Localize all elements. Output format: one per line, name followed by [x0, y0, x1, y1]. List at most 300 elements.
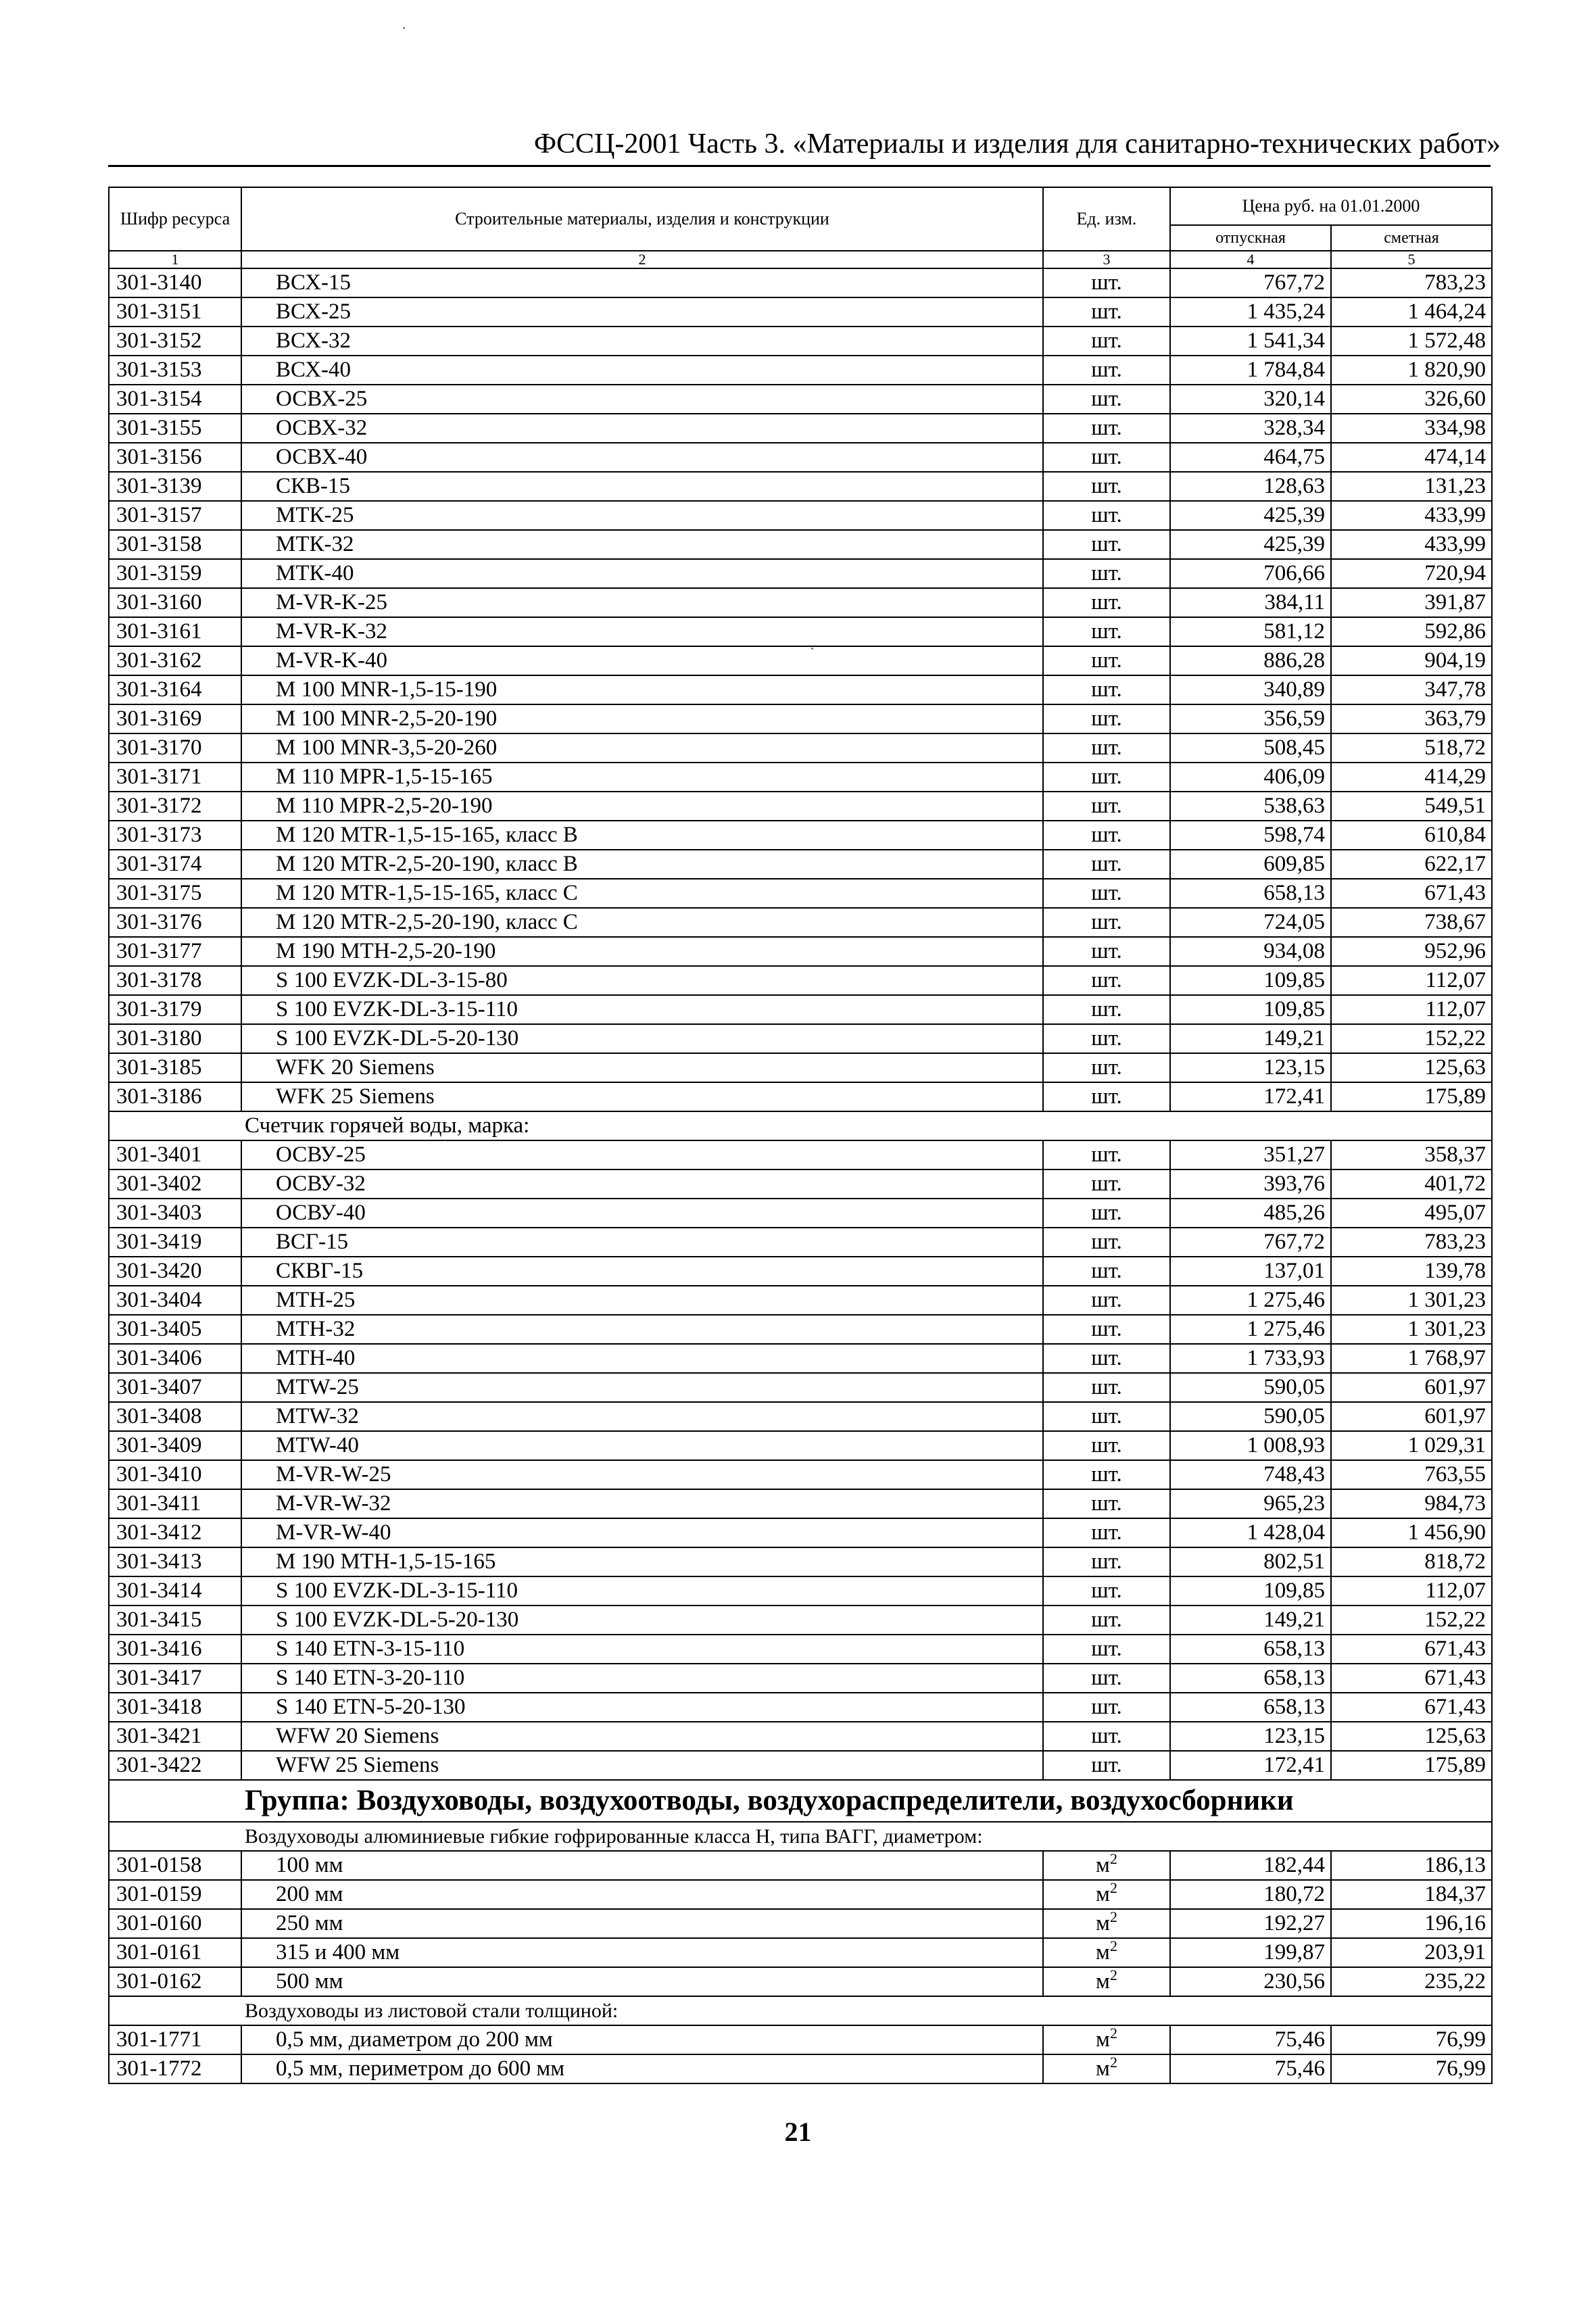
- wholesale-price: 149,21: [1170, 1606, 1331, 1635]
- resource-code: 301-3161: [109, 617, 241, 646]
- estimate-price: 76,99: [1331, 2025, 1492, 2054]
- resource-code: 301-3412: [109, 1518, 241, 1547]
- unit-of-measure: шт.: [1043, 1576, 1170, 1606]
- unit-of-measure: шт.: [1043, 1489, 1170, 1518]
- resource-code: 301-3405: [109, 1315, 241, 1344]
- material-name: M-VR-W-40: [241, 1518, 1043, 1547]
- material-name: M-VR-K-32: [241, 617, 1043, 646]
- estimate-price: 391,87: [1331, 588, 1492, 617]
- unit-of-measure: шт.: [1043, 966, 1170, 995]
- resource-code: 301-3175: [109, 879, 241, 908]
- resource-code: 301-3151: [109, 297, 241, 327]
- material-name: ОСВУ-32: [241, 1169, 1043, 1199]
- unit-of-measure: шт.: [1043, 297, 1170, 327]
- unit-of-measure: шт.: [1043, 1460, 1170, 1489]
- resource-code: 301-3421: [109, 1722, 241, 1751]
- unit-of-measure: шт.: [1043, 356, 1170, 385]
- wholesale-price: 328,34: [1170, 414, 1331, 443]
- estimate-price: 152,22: [1331, 1606, 1492, 1635]
- unit-of-measure: шт.: [1043, 879, 1170, 908]
- wholesale-price: 180,72: [1170, 1880, 1331, 1909]
- resource-code: 301-3402: [109, 1169, 241, 1199]
- wholesale-price: 802,51: [1170, 1547, 1331, 1576]
- section-subheading: [109, 1822, 1492, 1851]
- resource-code: 301-3157: [109, 501, 241, 530]
- header-unit: Ед. изм.: [1043, 187, 1170, 251]
- estimate-price: 1 464,24: [1331, 297, 1492, 327]
- wholesale-price: 356,59: [1170, 704, 1331, 733]
- table-row: [109, 733, 1492, 763]
- resource-code: 301-0159: [109, 1880, 241, 1909]
- unit-of-measure: шт.: [1043, 268, 1170, 297]
- wholesale-price: 1 428,04: [1170, 1518, 1331, 1547]
- resource-code: 301-3170: [109, 733, 241, 763]
- resource-code: 301-0161: [109, 1938, 241, 1967]
- estimate-price: 125,63: [1331, 1053, 1492, 1082]
- material-name: 200 мм: [241, 1880, 1043, 1909]
- section-subheading-label: Воздуховоды алюминиевые гибкие гофрированные класса Н, типа ВАГГ, диаметром:: [109, 1822, 1492, 1851]
- wholesale-price: 425,39: [1170, 530, 1331, 559]
- unit-of-measure: шт.: [1043, 1228, 1170, 1257]
- table-row: [109, 2054, 1492, 2083]
- estimate-price: 671,43: [1331, 1664, 1492, 1693]
- wholesale-price: 1 784,84: [1170, 356, 1331, 385]
- table-row: [109, 1909, 1492, 1938]
- material-name: 250 мм: [241, 1909, 1043, 1938]
- unit-of-measure: шт.: [1043, 1344, 1170, 1373]
- estimate-price: 671,43: [1331, 1635, 1492, 1664]
- resource-code: 301-0158: [109, 1851, 241, 1880]
- resource-code: 301-3185: [109, 1053, 241, 1082]
- table-row: [109, 1547, 1492, 1576]
- estimate-price: 763,55: [1331, 1460, 1492, 1489]
- unit-exponent: 2: [1109, 1938, 1117, 1954]
- header-price: Цена руб. на 01.01.2000: [1170, 187, 1492, 225]
- resource-code: 301-3414: [109, 1576, 241, 1606]
- wholesale-price: 658,13: [1170, 1635, 1331, 1664]
- wholesale-price: 75,46: [1170, 2025, 1331, 2054]
- table-row: [109, 297, 1492, 327]
- table-row: [109, 1693, 1492, 1722]
- unit-of-measure: [1043, 1909, 1170, 1938]
- resource-code: 301-3179: [109, 995, 241, 1024]
- material-name: MTW-40: [241, 1431, 1043, 1460]
- material-name: МТН-32: [241, 1315, 1043, 1344]
- wholesale-price: 1 541,34: [1170, 327, 1331, 356]
- resource-code: 301-3139: [109, 472, 241, 501]
- material-name: 0,5 мм, периметром до 600 мм: [241, 2054, 1043, 2083]
- unit-of-measure: шт.: [1043, 1606, 1170, 1635]
- wholesale-price: 75,46: [1170, 2054, 1331, 2083]
- material-name: WFK 25 Siemens: [241, 1082, 1043, 1111]
- unit-of-measure: шт.: [1043, 559, 1170, 588]
- unit-of-measure: шт.: [1043, 472, 1170, 501]
- unit-of-measure: шт.: [1043, 704, 1170, 733]
- unit-of-measure: шт.: [1043, 850, 1170, 879]
- resource-code: 301-3176: [109, 908, 241, 937]
- price-table: [108, 187, 1493, 2084]
- resource-code: 301-3411: [109, 1489, 241, 1518]
- group-heading-row: [109, 1780, 1492, 1822]
- estimate-price: 984,73: [1331, 1489, 1492, 1518]
- table-row: [109, 1489, 1492, 1518]
- material-name: СКВ-15: [241, 472, 1043, 501]
- material-name: ВСХ-25: [241, 297, 1043, 327]
- table-row: [109, 1286, 1492, 1315]
- unit-of-measure: шт.: [1043, 1199, 1170, 1228]
- estimate-price: 1 820,90: [1331, 356, 1492, 385]
- table-row: [109, 1460, 1492, 1489]
- material-name: S 100 EVZK-DL-5-20-130: [241, 1024, 1043, 1053]
- unit-of-measure: шт.: [1043, 763, 1170, 792]
- table-row: [109, 1606, 1492, 1635]
- wholesale-price: 658,13: [1170, 1693, 1331, 1722]
- resource-code: 301-3404: [109, 1286, 241, 1315]
- wholesale-price: 590,05: [1170, 1373, 1331, 1402]
- resource-code: 301-3415: [109, 1606, 241, 1635]
- unit-of-measure: [1043, 1880, 1170, 1909]
- material-name: 500 мм: [241, 1967, 1043, 1996]
- resource-code: 301-3418: [109, 1693, 241, 1722]
- estimate-price: 601,97: [1331, 1402, 1492, 1431]
- unit-of-measure: [1043, 1851, 1170, 1880]
- estimate-price: 131,23: [1331, 472, 1492, 501]
- wholesale-price: 706,66: [1170, 559, 1331, 588]
- unit-exponent: 2: [1109, 2025, 1117, 2042]
- estimate-price: 347,78: [1331, 675, 1492, 704]
- table-row: [109, 1402, 1492, 1431]
- estimate-price: 112,07: [1331, 966, 1492, 995]
- table-row: [109, 704, 1492, 733]
- table-row: [109, 588, 1492, 617]
- unit-base: м: [1096, 1969, 1110, 1994]
- wholesale-price: 658,13: [1170, 1664, 1331, 1693]
- column-number: 3: [1043, 251, 1170, 268]
- table-row: [109, 1315, 1492, 1344]
- estimate-price: 433,99: [1331, 501, 1492, 530]
- estimate-price: 610,84: [1331, 821, 1492, 850]
- unit-of-measure: шт.: [1043, 995, 1170, 1024]
- unit-exponent: 2: [1109, 1909, 1117, 1925]
- wholesale-price: 192,27: [1170, 1909, 1331, 1938]
- resource-code: 301-3164: [109, 675, 241, 704]
- estimate-price: 622,17: [1331, 850, 1492, 879]
- estimate-price: 1 301,23: [1331, 1315, 1492, 1344]
- resource-code: 301-3180: [109, 1024, 241, 1053]
- wholesale-price: 199,87: [1170, 1938, 1331, 1967]
- unit-of-measure: шт.: [1043, 1635, 1170, 1664]
- wholesale-price: 384,11: [1170, 588, 1331, 617]
- material-name: ОСВХ-40: [241, 443, 1043, 472]
- material-name: ОСВУ-25: [241, 1140, 1043, 1169]
- section-subheading-label: Счетчик горячей воды, марка:: [109, 1111, 1492, 1140]
- unit-of-measure: шт.: [1043, 617, 1170, 646]
- material-name: S 100 EVZK-DL-3-15-80: [241, 966, 1043, 995]
- resource-code: 301-3158: [109, 530, 241, 559]
- unit-of-measure: шт.: [1043, 1518, 1170, 1547]
- wholesale-price: 128,63: [1170, 472, 1331, 501]
- estimate-price: 474,14: [1331, 443, 1492, 472]
- table-row: [109, 763, 1492, 792]
- wholesale-price: 149,21: [1170, 1024, 1331, 1053]
- resource-code: 301-0160: [109, 1909, 241, 1938]
- table-row: [109, 443, 1492, 472]
- group-heading: Группа: Воздуховоды, воздухоотводы, воздухораспределители, воздухосборники: [109, 1780, 1492, 1822]
- resource-code: 301-3408: [109, 1402, 241, 1431]
- unit-of-measure: шт.: [1043, 385, 1170, 414]
- estimate-price: 738,67: [1331, 908, 1492, 937]
- unit-exponent: 2: [1109, 2054, 1117, 2071]
- unit-of-measure: шт.: [1043, 733, 1170, 763]
- table-row: [109, 1576, 1492, 1606]
- material-name: M 100 MNR-3,5-20-260: [241, 733, 1043, 763]
- column-number: 5: [1331, 251, 1492, 268]
- estimate-price: 363,79: [1331, 704, 1492, 733]
- unit-of-measure: шт.: [1043, 414, 1170, 443]
- estimate-price: 783,23: [1331, 1228, 1492, 1257]
- unit-of-measure: шт.: [1043, 821, 1170, 850]
- estimate-price: 1 768,97: [1331, 1344, 1492, 1373]
- resource-code: 301-3409: [109, 1431, 241, 1460]
- unit-of-measure: шт.: [1043, 327, 1170, 356]
- material-name: МТК-32: [241, 530, 1043, 559]
- wholesale-price: 172,41: [1170, 1751, 1331, 1780]
- estimate-price: 414,29: [1331, 763, 1492, 792]
- wholesale-price: 340,89: [1170, 675, 1331, 704]
- material-name: MTW-32: [241, 1402, 1043, 1431]
- wholesale-price: 767,72: [1170, 268, 1331, 297]
- resource-code: 301-3154: [109, 385, 241, 414]
- estimate-price: 184,37: [1331, 1880, 1492, 1909]
- resource-code: 301-1771: [109, 2025, 241, 2054]
- material-name: M 190 MTH-1,5-15-165: [241, 1547, 1043, 1576]
- unit-of-measure: шт.: [1043, 675, 1170, 704]
- scan-speck: [811, 648, 813, 650]
- table-row: [109, 1880, 1492, 1909]
- material-name: M 120 MTR-1,5-15-165, класс С: [241, 879, 1043, 908]
- material-name: M-VR-K-25: [241, 588, 1043, 617]
- material-name: ОСВХ-25: [241, 385, 1043, 414]
- estimate-price: 433,99: [1331, 530, 1492, 559]
- table-row: [109, 792, 1492, 821]
- estimate-price: 1 029,31: [1331, 1431, 1492, 1460]
- material-name: ВСХ-40: [241, 356, 1043, 385]
- unit-of-measure: [1043, 2025, 1170, 2054]
- table-row: [109, 2025, 1492, 2054]
- material-name: 0,5 мм, диаметром до 200 мм: [241, 2025, 1043, 2054]
- unit-of-measure: [1043, 1967, 1170, 1996]
- column-number: 1: [109, 251, 241, 268]
- section-subheading-label: Воздуховоды из листовой стали толщиной:: [109, 1996, 1492, 2025]
- estimate-price: 1 572,48: [1331, 327, 1492, 356]
- table-row: [109, 879, 1492, 908]
- table-row: [109, 646, 1492, 675]
- resource-code: 301-3160: [109, 588, 241, 617]
- material-name: MTW-25: [241, 1373, 1043, 1402]
- table-row: [109, 1938, 1492, 1967]
- resource-code: 301-3172: [109, 792, 241, 821]
- material-name: 100 мм: [241, 1851, 1043, 1880]
- table-row: [109, 821, 1492, 850]
- table-row: [109, 1024, 1492, 1053]
- unit-of-measure: шт.: [1043, 937, 1170, 966]
- material-name: M 120 MTR-2,5-20-190, класс С: [241, 908, 1043, 937]
- table-row: [109, 937, 1492, 966]
- material-name: M 120 MTR-2,5-20-190, класс В: [241, 850, 1043, 879]
- table-row: [109, 850, 1492, 879]
- table-row: [109, 1082, 1492, 1111]
- material-name: M 100 MNR-2,5-20-190: [241, 704, 1043, 733]
- estimate-price: 518,72: [1331, 733, 1492, 763]
- wholesale-price: 137,01: [1170, 1257, 1331, 1286]
- header-name: Строительные материалы, изделия и конструкции: [241, 187, 1043, 251]
- estimate-price: 549,51: [1331, 792, 1492, 821]
- wholesale-price: 508,45: [1170, 733, 1331, 763]
- estimate-price: 112,07: [1331, 1576, 1492, 1606]
- wholesale-price: 724,05: [1170, 908, 1331, 937]
- resource-code: 301-3140: [109, 268, 241, 297]
- material-name: S 140 ETN-3-20-110: [241, 1664, 1043, 1693]
- estimate-price: 358,37: [1331, 1140, 1492, 1169]
- unit-base: м: [1096, 1940, 1110, 1964]
- estimate-price: 139,78: [1331, 1257, 1492, 1286]
- wholesale-price: 485,26: [1170, 1199, 1331, 1228]
- material-name: WFW 25 Siemens: [241, 1751, 1043, 1780]
- unit-of-measure: [1043, 1938, 1170, 1967]
- resource-code: 301-3420: [109, 1257, 241, 1286]
- resource-code: 301-3173: [109, 821, 241, 850]
- resource-code: 301-3162: [109, 646, 241, 675]
- table-header-row: [109, 187, 1492, 225]
- estimate-price: 671,43: [1331, 879, 1492, 908]
- resource-code: 301-3416: [109, 1635, 241, 1664]
- estimate-price: 196,16: [1331, 1909, 1492, 1938]
- header-estimate: сметная: [1331, 225, 1492, 251]
- wholesale-price: 351,27: [1170, 1140, 1331, 1169]
- resource-code: 301-3169: [109, 704, 241, 733]
- estimate-price: 334,98: [1331, 414, 1492, 443]
- estimate-price: 125,63: [1331, 1722, 1492, 1751]
- table-row: [109, 1751, 1492, 1780]
- table-row: [109, 1851, 1492, 1880]
- resource-code: 301-3174: [109, 850, 241, 879]
- unit-of-measure: шт.: [1043, 646, 1170, 675]
- estimate-price: 203,91: [1331, 1938, 1492, 1967]
- unit-of-measure: шт.: [1043, 1547, 1170, 1576]
- material-name: S 100 EVZK-DL-3-15-110: [241, 995, 1043, 1024]
- wholesale-price: 748,43: [1170, 1460, 1331, 1489]
- resource-code: 301-0162: [109, 1967, 241, 1996]
- unit-of-measure: шт.: [1043, 1722, 1170, 1751]
- table-row: [109, 1518, 1492, 1547]
- table-row: [109, 1967, 1492, 1996]
- estimate-price: 720,94: [1331, 559, 1492, 588]
- wholesale-price: 425,39: [1170, 501, 1331, 530]
- unit-of-measure: шт.: [1043, 1373, 1170, 1402]
- wholesale-price: 598,74: [1170, 821, 1331, 850]
- material-name: M 110 MPR-1,5-15-165: [241, 763, 1043, 792]
- estimate-price: 112,07: [1331, 995, 1492, 1024]
- table-row: [109, 472, 1492, 501]
- column-number: 2: [241, 251, 1043, 268]
- page-header-title: ФССЦ-2001 Часть 3. «Материалы и изделия для санитарно-технических работ»: [533, 128, 1501, 160]
- material-name: 315 и 400 мм: [241, 1938, 1043, 1967]
- material-name: ВСХ-32: [241, 327, 1043, 356]
- header-wholesale: отпускная: [1170, 225, 1331, 251]
- table-row: [109, 1053, 1492, 1082]
- material-name: МТН-25: [241, 1286, 1043, 1315]
- wholesale-price: 464,75: [1170, 443, 1331, 472]
- unit-of-measure: шт.: [1043, 1257, 1170, 1286]
- estimate-price: 952,96: [1331, 937, 1492, 966]
- resource-code: 301-3413: [109, 1547, 241, 1576]
- unit-of-measure: шт.: [1043, 1693, 1170, 1722]
- table-row: [109, 1635, 1492, 1664]
- unit-exponent: 2: [1109, 1851, 1117, 1867]
- unit-of-measure: шт.: [1043, 1082, 1170, 1111]
- material-name: ВСГ-15: [241, 1228, 1043, 1257]
- wholesale-price: 767,72: [1170, 1228, 1331, 1257]
- wholesale-price: 886,28: [1170, 646, 1331, 675]
- table-row: [109, 1373, 1492, 1402]
- wholesale-price: 123,15: [1170, 1722, 1331, 1751]
- resource-code: 301-3171: [109, 763, 241, 792]
- resource-code: 301-3155: [109, 414, 241, 443]
- table-row: [109, 385, 1492, 414]
- wholesale-price: 109,85: [1170, 966, 1331, 995]
- section-subheading: [109, 1111, 1492, 1140]
- material-name: S 100 EVZK-DL-5-20-130: [241, 1606, 1043, 1635]
- resource-code: 301-3159: [109, 559, 241, 588]
- unit-exponent: 2: [1109, 1967, 1117, 1983]
- estimate-price: 671,43: [1331, 1693, 1492, 1722]
- table-row: [109, 908, 1492, 937]
- estimate-price: 175,89: [1331, 1751, 1492, 1780]
- unit-of-measure: шт.: [1043, 1431, 1170, 1460]
- unit-of-measure: шт.: [1043, 1053, 1170, 1082]
- wholesale-price: 172,41: [1170, 1082, 1331, 1111]
- material-name: M 120 MTR-1,5-15-165, класс В: [241, 821, 1043, 850]
- material-name: M 110 MPR-2,5-20-190: [241, 792, 1043, 821]
- unit-of-measure: шт.: [1043, 530, 1170, 559]
- material-name: WFK 20 Siemens: [241, 1053, 1043, 1082]
- resource-code: 301-3417: [109, 1664, 241, 1693]
- wholesale-price: 1 275,46: [1170, 1286, 1331, 1315]
- resource-code: 301-3401: [109, 1140, 241, 1169]
- unit-of-measure: шт.: [1043, 792, 1170, 821]
- resource-code: 301-1772: [109, 2054, 241, 2083]
- wholesale-price: 182,44: [1170, 1851, 1331, 1880]
- estimate-price: 601,97: [1331, 1373, 1492, 1402]
- wholesale-price: 109,85: [1170, 1576, 1331, 1606]
- unit-of-measure: шт.: [1043, 501, 1170, 530]
- resource-code: 301-3403: [109, 1199, 241, 1228]
- resource-code: 301-3419: [109, 1228, 241, 1257]
- table-row: [109, 501, 1492, 530]
- column-number: 4: [1170, 251, 1331, 268]
- material-name: M-VR-K-40: [241, 646, 1043, 675]
- material-name: МТН-40: [241, 1344, 1043, 1373]
- wholesale-price: 609,85: [1170, 850, 1331, 879]
- table-row: [109, 414, 1492, 443]
- unit-of-measure: шт.: [1043, 588, 1170, 617]
- wholesale-price: 393,76: [1170, 1169, 1331, 1199]
- scan-speck: [403, 27, 405, 29]
- table-row: [109, 530, 1492, 559]
- resource-code: 301-3410: [109, 1460, 241, 1489]
- material-name: ОСВУ-40: [241, 1199, 1043, 1228]
- estimate-price: 783,23: [1331, 268, 1492, 297]
